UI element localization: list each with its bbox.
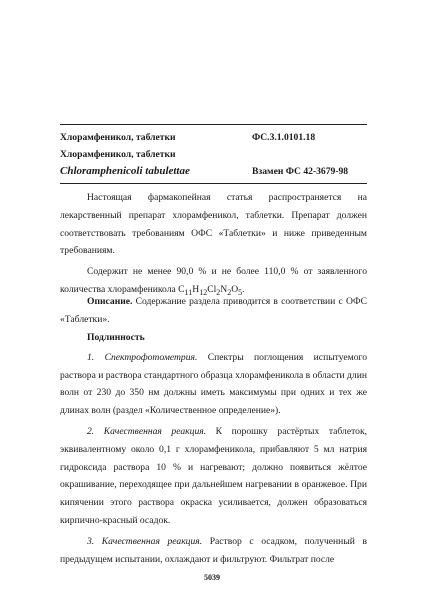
description-section [60,293,367,329]
intro-paragraph: Настоящая фармакопейная статья распространяется на лекарственный препарат хлорамфеникол, таблетки. Препарат должен соответствовать требованиям ОФС «Таблетки» и ниже приведенным требованиям. [60,192,367,257]
test-3-label: 3. Качественная реакция. [87,535,203,547]
description-paragraph: Описание. Содержание раздела приводится в соответствии с ОФС «Таблетки». [60,296,367,325]
page-number: 5039 [204,573,220,582]
identity-heading: Подлинность [87,332,145,343]
title-ru-1: Хлорамфеникол, таблетки [60,132,176,143]
identity-test-3: 3. Качественная реакция. Раствор с осадком, полученный в предыдущем испытании, охлаждают и фильтруют. Фильтрат после [60,535,367,565]
replaces-note: Взамен ФС 42-3679-98 [252,166,349,177]
title-ru-2: Хлорамфеникол, таблетки [60,149,176,160]
identity-test-1: 1. Спектрофотометрия. Спектры поглощения испытуемого раствора и раствора стандартного образца хлорамфеникола в области длин волн от 230 до 350 нм должны иметь максимумы при одних и тех же длинах волн (раздел «Количественное определение»). [60,351,367,417]
header-top-rule [60,124,367,125]
description-label: Описание. [87,296,133,307]
test-1-label: 1. Спектрофотометрия. [87,351,198,363]
identity-test-2: 2. Качественная реакция. К порошку растёртых таблеток, эквивалентному около 0,1 г хлорамфеникола, прибавляют 5 мл натрия гидроксида раствора 10 % и нагревают; должно появиться жёлтое окрашивание, переходящее при дальнейшем нагревании в оранжевое. При кипячении этого раствора окраска усиливается, должен образоваться кирпично-красный осадок. [60,425,367,526]
intro-section [60,189,367,302]
test-2-label: 2. Качественная реакция. [87,425,207,437]
title-latin: Chloramphenicoli tabulettae [60,165,190,177]
identity-section [60,329,367,568]
pharmacopoeia-code: ФС.3.1.0101.18 [252,132,316,143]
header-bottom-rule [60,183,367,184]
content-paragraph: Содержит не менее 90,0 % и не более 110,0 % от заявленного количества хлорамфеникола $C_{11}H_{12}Cl_2N_2O_5$. [60,266,367,297]
